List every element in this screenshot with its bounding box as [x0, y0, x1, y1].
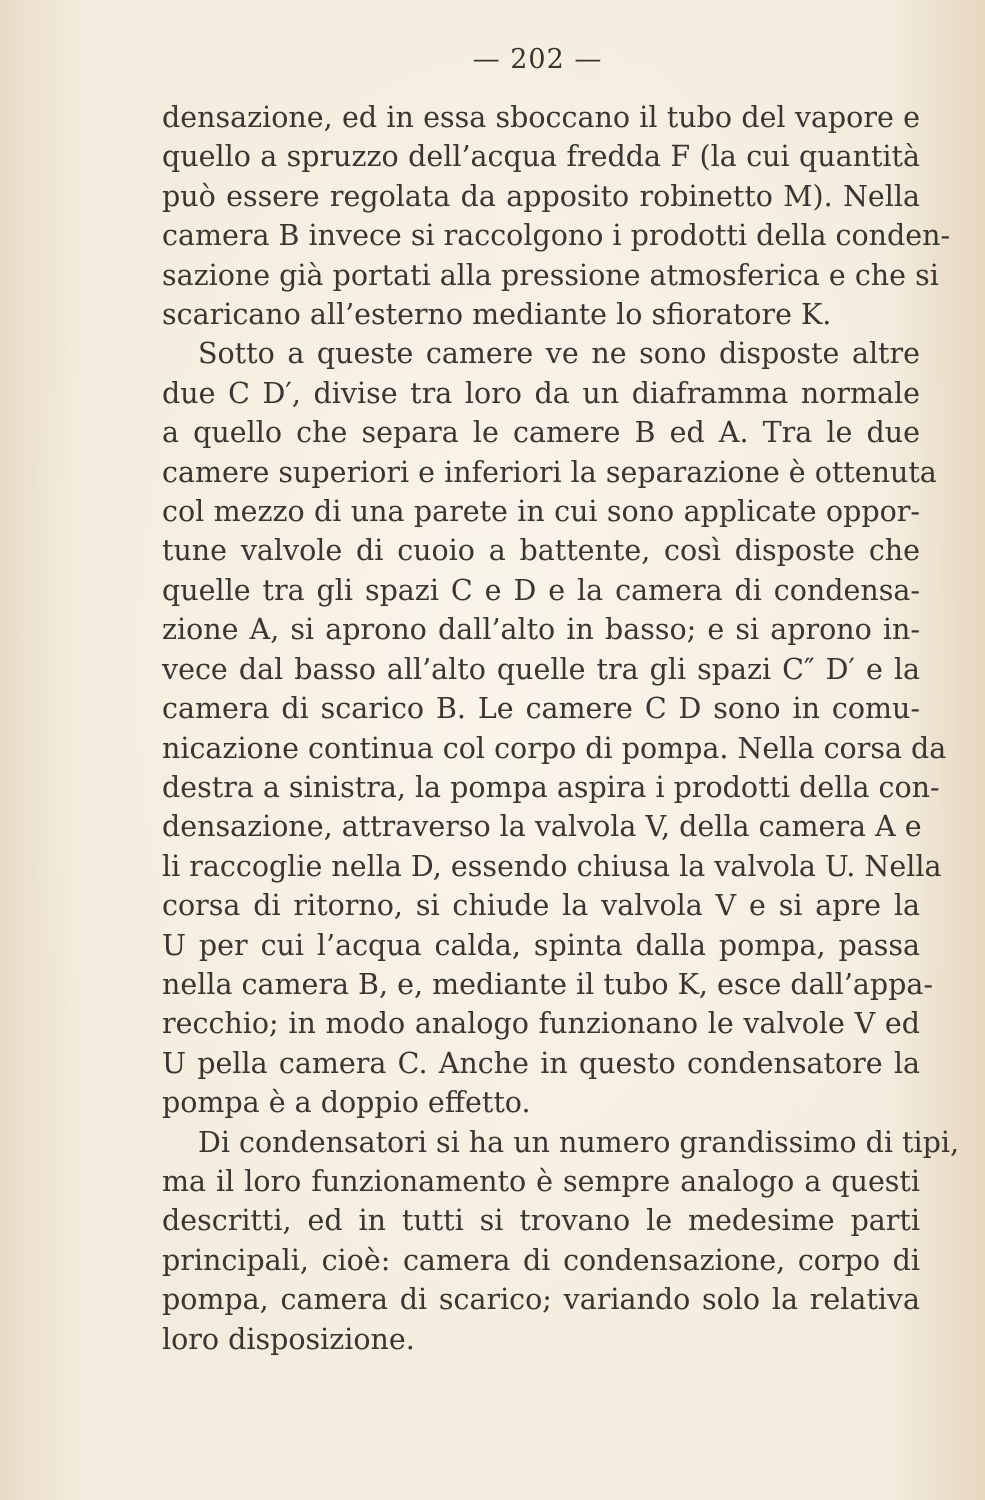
text-line: descritti, ed in tutti si trovano le medesime parti — [162, 1204, 920, 1238]
text-line: li raccoglie nella D, essendo chiusa la valvola U. Nella — [162, 849, 942, 883]
text-line: corsa di ritorno, si chiude la valvola V e si apre la — [162, 889, 920, 923]
text-line: nicazione continua col corpo di pompa. Nella corsa da — [162, 731, 947, 765]
text-line: destra a sinistra, la pompa aspira i prodotti della con- — [162, 770, 940, 804]
text-line: a quello che separa le camere B ed A. Tra le due — [162, 416, 920, 450]
page-number: — 202 — — [472, 44, 603, 75]
text-line: densazione, attraverso la valvola V, della camera A e — [162, 810, 922, 844]
text-line: nella camera B, e, mediante il tubo K, esce dall’appa- — [162, 967, 934, 1001]
paragraph-1 — [162, 98, 951, 334]
text-line: vece dal basso all’alto quelle tra gli spazi C″ D′ e la — [162, 652, 920, 686]
text-line: principali, cioè: camera di condensazione, corpo di — [162, 1243, 920, 1277]
text-line: U pella camera C. Anche in questo condensatore la — [162, 1046, 920, 1080]
text-line: camera B invece si raccolgono i prodotti della conden- — [162, 219, 951, 253]
text-line: pompa, camera di scarico; variando solo la relativa — [162, 1283, 920, 1317]
text-line: loro disposizione. — [162, 1322, 415, 1356]
body-text — [162, 98, 959, 1359]
text-line: Sotto a queste camere ve ne sono disposte altre — [198, 337, 920, 371]
text-line: scaricano all’esterno mediante lo sfioratore K. — [162, 298, 832, 332]
text-line: ma il loro funzionamento è sempre analogo a questi — [162, 1164, 920, 1198]
text-line: zione A, si aprono dall’alto in basso; e si aprono in- — [162, 613, 920, 647]
text-line: può essere regolata da apposito robinetto M). Nella — [162, 179, 920, 213]
paragraph-2 — [162, 334, 947, 1122]
paragraph-3 — [162, 1123, 959, 1359]
text-line: camera di scarico B. Le camere C D sono in comu- — [162, 692, 920, 726]
text-line: camere superiori e inferiori la separazione è ottenuta — [162, 455, 937, 489]
text-line: sazione già portati alla pressione atmosferica e che si — [162, 258, 939, 292]
text-line: quello a spruzzo dell’acqua fredda F (la cui quantità — [162, 140, 920, 174]
text-line: due C D′, divise tra loro da un diaframma normale — [162, 376, 920, 410]
text-line: Di condensatori si ha un numero grandissimo di tipi, — [198, 1125, 959, 1159]
text-line: pompa è a doppio effetto. — [162, 1086, 531, 1120]
text-line: recchio; in modo analogo funzionano le valvole V ed — [162, 1007, 920, 1041]
text-line: tune valvole di cuoio a battente, così disposte che — [162, 534, 920, 568]
text-line: densazione, ed in essa sboccano il tubo del vapore e — [162, 101, 920, 134]
text-line: U per cui l’acqua calda, spinta dalla pompa, passa — [162, 928, 920, 962]
text-line: col mezzo di una parete in cui sono applicate oppor- — [162, 495, 920, 529]
text-line: quelle tra gli spazi C e D e la camera di condensa- — [162, 573, 920, 607]
